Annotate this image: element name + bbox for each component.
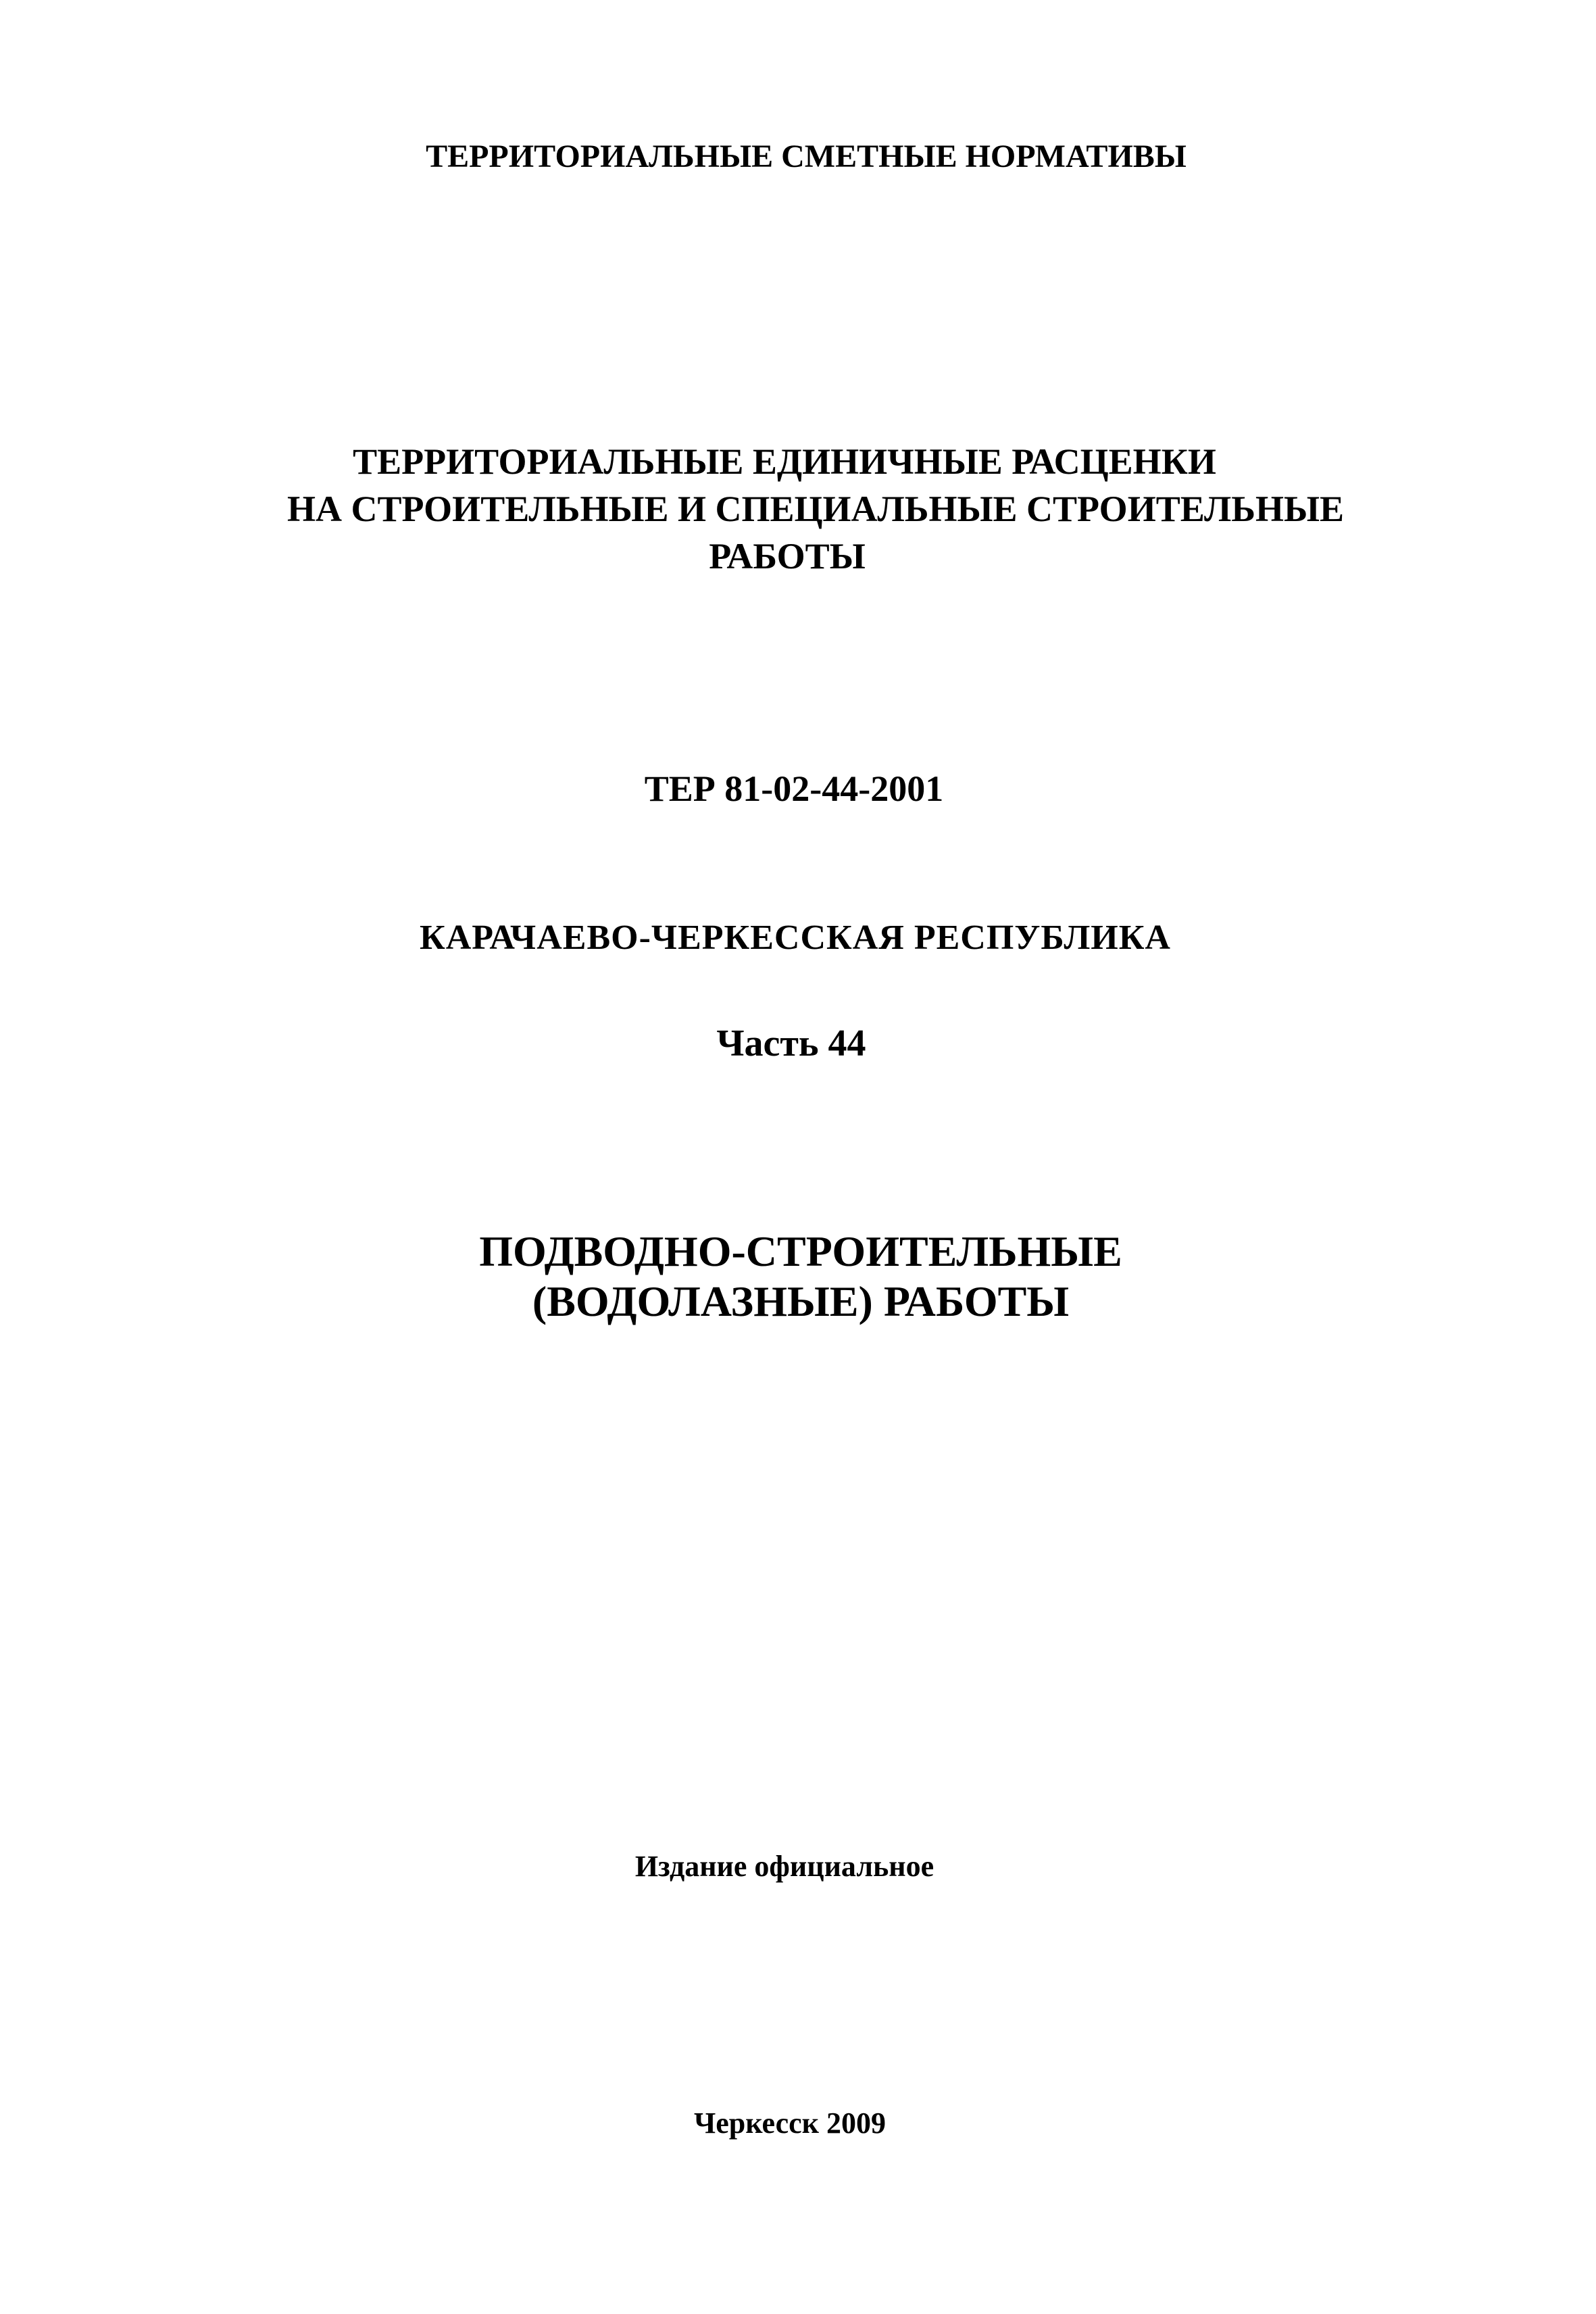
document-header: ТЕРРИТОРИАЛЬНЫЕ СМЕТНЫЕ НОРМАТИВЫ [426,139,1187,174]
rates-title-line-2: НА СТРОИТЕЛЬНЫЕ И СПЕЦИАЛЬНЫЕ СТРОИТЕЛЬНЫЕ [287,489,1344,529]
edition-note: Издание официальное [634,1850,934,1883]
document-code: ТЕР 81-02-44-2001 [644,768,944,809]
topic-title-line-1: ПОДВОДНО-СТРОИТЕЛЬНЫЕ [479,1227,1122,1275]
city-and-year: Черкесск 2009 [693,2107,887,2140]
topic-title-line-2: (ВОДОЛАЗНЫЕ) РАБОТЫ [532,1277,1070,1325]
region-name: КАРАЧАЕВО-ЧЕРКЕССКАЯ РЕСПУБЛИКА [420,918,1171,957]
rates-title-line-3: РАБОТЫ [709,536,866,576]
part-number: Часть 44 [716,1023,866,1064]
rates-title-line-1: ТЕРРИТОРИАЛЬНЫЕ ЕДИНИЧНЫЕ РАСЦЕНКИ [353,441,1216,482]
